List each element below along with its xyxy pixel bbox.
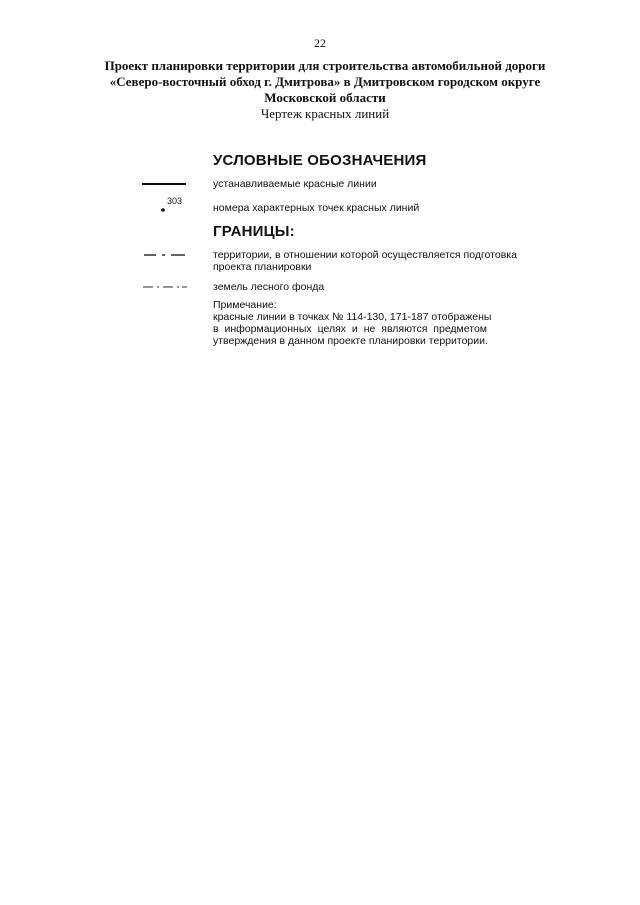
boundary-item-label-line-2: проекта планировки: [213, 261, 312, 273]
legend-heading: УСЛОВНЫЕ ОБОЗНАЧЕНИЯ: [213, 152, 427, 169]
dash-line-symbol: [140, 249, 200, 269]
document-title: [40, 58, 610, 122]
boundary-item-label: [213, 249, 553, 273]
dash-dot-line-symbol: [140, 281, 200, 301]
note-block: [213, 299, 543, 347]
solid-line-symbol: [140, 178, 200, 198]
title-line-1: Проект планировки территории для строительства автомобильной дороги: [104, 58, 546, 73]
point-number-label: 303: [167, 196, 183, 206]
boundary-item-planning-territory: [140, 249, 560, 275]
note-line-1: красные линии в точках № 114-130, 171-187 отображены: [213, 311, 492, 323]
legend-item-points: [140, 196, 560, 222]
note-line-2: в информационных целях и не являются предметом: [213, 323, 488, 335]
title-subtitle: Чертеж красных линий: [260, 106, 390, 121]
note-line-3: утверждения в данном проекте планировки территории.: [213, 335, 488, 347]
legend-item-label: устанавливаемые красные линии: [213, 178, 377, 190]
legend-item-red-lines: [140, 178, 560, 200]
boundaries-heading: ГРАНИЦЫ:: [213, 223, 295, 240]
boundary-item-label: земель лесного фонда: [213, 281, 325, 293]
page-number: 22: [314, 36, 326, 50]
title-line-2: «Северо-восточный обход г. Дмитрова» в Дмитровском городском округе: [109, 74, 541, 89]
title-line-3: Московской области: [264, 90, 386, 105]
legend-item-label: номера характерных точек красных линий: [213, 202, 420, 214]
note-label: Примечание:: [213, 299, 277, 311]
boundary-item-label-line-1: территории, в отношении которой осуществляется подготовка: [213, 249, 517, 261]
